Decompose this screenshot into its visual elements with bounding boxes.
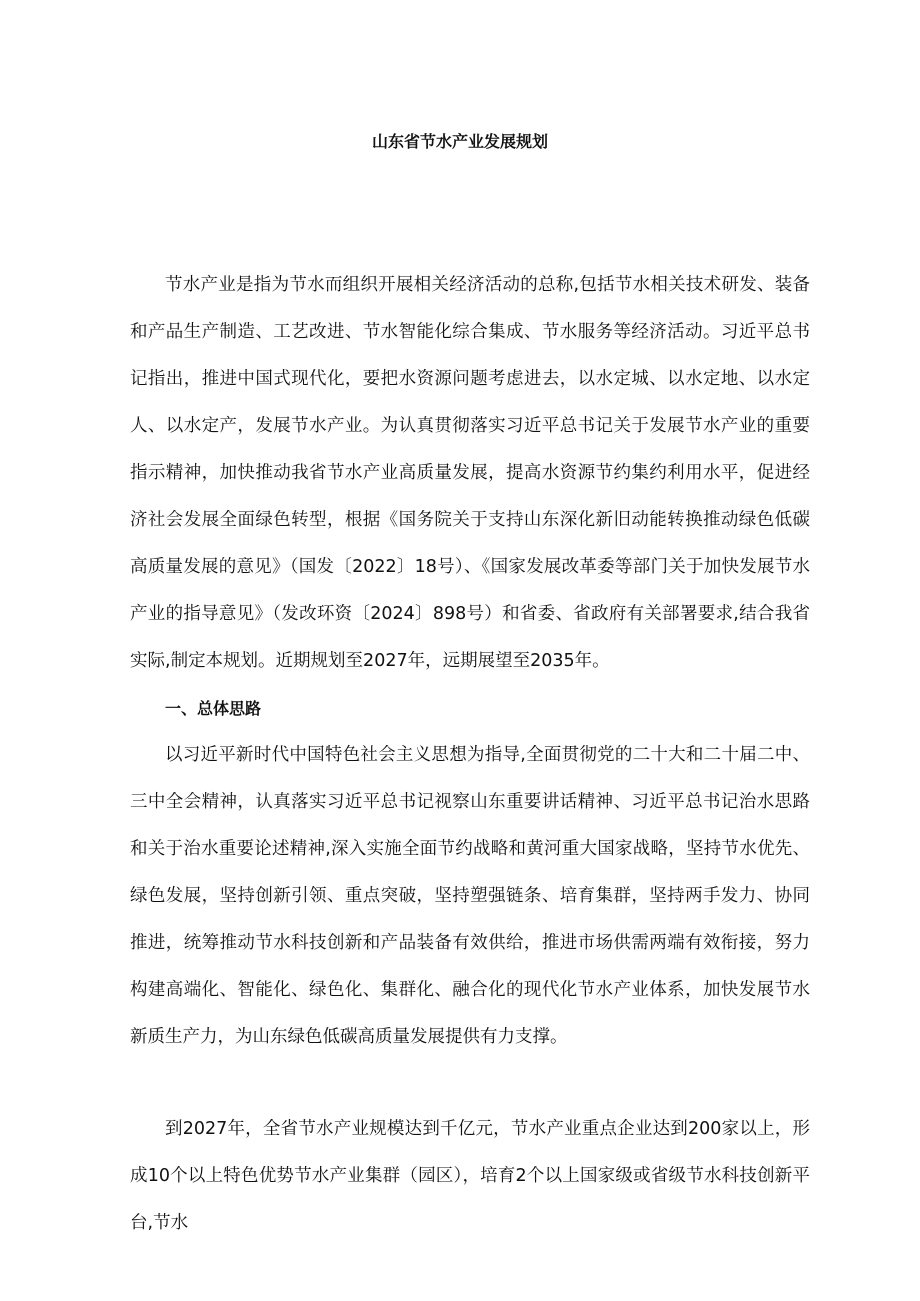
document-body <box>130 262 810 1061</box>
document-body-continued <box>130 1106 810 1247</box>
section-paragraph-2027-goals: 到2027年，全省节水产业规模达到千亿元，节水产业重点企业达到200家以上，形成10个以上特色优势节水产业集群（园区），培育2个以上国家级或省级节水科技创新平台,节水 <box>130 1119 810 1233</box>
section-heading-overall-approach: 一、总体思路 <box>165 699 262 718</box>
document-title: 山东省节水产业发展规划 <box>371 132 548 151</box>
intro-paragraph: 节水产业是指为节水而组织开展相关经济活动的总称,包括节水相关技术研发、装备和产品生产制造、工艺改进、节水智能化综合集成、节水服务等经济活动。习近平总书记指出，推进中国式现代化，要把水资源问题考虑进去，以水定城、以水定地、以水定人、以水定产，发展节水产业。为认真贯彻落实习近平总书记关于发展节水产业的重要指示精神，加快推动我省节水产业高质量发展，提高水资源节约集约利用水平，促进经济社会发展全面绿色转型，根据《国务院关于支持山东深化新旧动能转换推动绿色低碳高质量发展的意见》（国发〔2022〕18号）、《国家发展改革委等部门关于加快发展节水产业的指导意见》（发改环资〔2024〕898号）和省委、省政府有关部署要求,结合我省实际,制定本规划。近期规划至2027年，远期展望至2035年。 <box>130 275 810 671</box>
section-paragraph-guiding-thought: 以习近平新时代中国特色社会主义思想为指导,全面贯彻党的二十大和二十届二中、三中全会精神，认真落实习近平总书记视察山东重要讲话精神、习近平总书记治水思路和关于治水重要论述精神,深入实施全面节约战略和黄河重大国家战略，坚持节水优先、绿色发展，坚持创新引领、重点突破，坚持塑强链条、培育集群，坚持两手发力、协同推进，统筹推动节水科技创新和产品装备有效供给，推进市场供需两端有效衔接，努力构建高端化、智能化、绿色化、集群化、融合化的现代化节水产业体系，加快发展节水新质生产力，为山东绿色低碳高质量发展提供有力支撑。 <box>130 745 810 1047</box>
